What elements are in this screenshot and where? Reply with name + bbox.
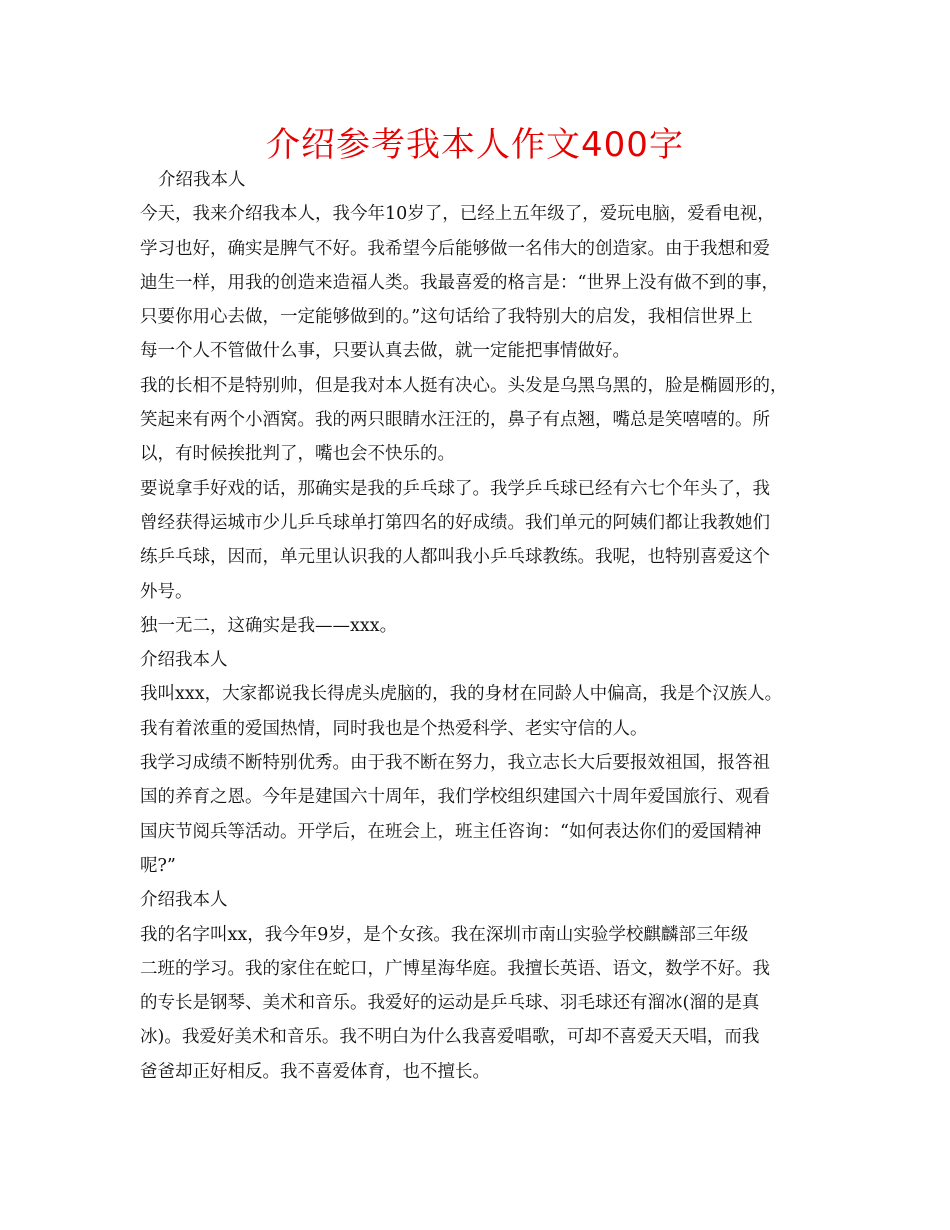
body-line: 以，有时候挨批判了，嘴也会不快乐的。 bbox=[140, 444, 455, 465]
body-line: 练乒乓球，因而，单元里认识我的人都叫我小乒乓球教练。我呢，也特别喜爱这个 bbox=[140, 547, 770, 568]
body-line: 曾经获得运城市少儿乒乓球单打第四名的好成绩。我们单元的阿姨们都让我教她们 bbox=[140, 512, 770, 533]
body-line: 我有着浓重的爱国热情，同时我也是个热爱科学、老实守信的人。 bbox=[140, 718, 648, 739]
body-line: 呢?” bbox=[140, 855, 176, 876]
body-line: 外号。 bbox=[140, 581, 193, 602]
body-line: 只要你用心去做，一定能够做到的。”这句话给了我特别大的启发，我相信世界上 bbox=[140, 307, 753, 328]
document-title: 介绍参考我本人作文400字 bbox=[266, 125, 684, 165]
body-line: 今天，我来介绍我本人，我今年10岁了，已经上五年级了，爱玩电脑，爱看电视， bbox=[140, 204, 775, 225]
body-line: 独一无二，这确实是我——xxx。 bbox=[140, 615, 398, 636]
section-heading-1: 介绍我本人 bbox=[158, 170, 246, 190]
body-line: 二班的学习。我的家住在蛇口，广博星海华庭。我擅长英语、语文，数学不好。我 bbox=[140, 958, 770, 979]
body-line: 冰)。我爱好美术和音乐。我不明白为什么我喜爱唱歌，可却不喜爱天天唱，而我 bbox=[140, 1027, 760, 1048]
body-line: 我学习成绩不断特别优秀。由于我不断在努力，我立志长大后要报效祖国，报答祖 bbox=[140, 753, 770, 774]
body-line: 我叫xxx，大家都说我长得虎头虎脑的，我的身材在同龄人中偏高，我是个汉族人。 bbox=[140, 684, 783, 705]
body-line: 每一个人不管做什么事，只要认真去做，就一定能把事情做好。 bbox=[140, 341, 630, 362]
body-line: 我的名字叫xx，我今年9岁，是个女孩。我在深圳市南山实验学校麒麟部三年级 bbox=[140, 924, 749, 945]
body-line: 我的长相不是特别帅，但是我对本人挺有决心。头发是乌黑乌黑的，脸是椭圆形的， bbox=[140, 375, 788, 396]
body-line: 的专长是钢琴、美术和音乐。我爱好的运动是乒乓球、羽毛球还有溜冰(溜的是真 bbox=[140, 993, 760, 1014]
body-line: 迪生一样，用我的创造来造福人类。我最喜爱的格言是：“世界上没有做不到的事， bbox=[140, 272, 779, 293]
document-body bbox=[140, 163, 830, 1089]
body-line: 学习也好，确实是脾气不好。我希望今后能够做一名伟大的创造家。由于我想和爱 bbox=[140, 238, 770, 259]
body-line: 爸爸却正好相反。我不喜爱体育，也不擅长。 bbox=[140, 1061, 490, 1082]
body-line: 国庆节阅兵等活动。开学后，在班会上，班主任咨询：“如何表达你们的爱国精神 bbox=[140, 821, 762, 842]
body-line: 国的养育之恩。今年是建国六十周年，我们学校组织建国六十周年爱国旅行、观看 bbox=[140, 787, 770, 808]
section-heading-2: 介绍我本人 bbox=[140, 650, 228, 671]
body-line: 笑起来有两个小酒窝。我的两只眼睛水汪汪的，鼻子有点翘，嘴总是笑嘻嘻的。所 bbox=[140, 410, 770, 431]
body-line: 要说拿手好戏的话，那确实是我的乒乓球了。我学乒乓球已经有六七个年头了，我 bbox=[140, 478, 770, 499]
section-heading-3: 介绍我本人 bbox=[140, 890, 228, 911]
